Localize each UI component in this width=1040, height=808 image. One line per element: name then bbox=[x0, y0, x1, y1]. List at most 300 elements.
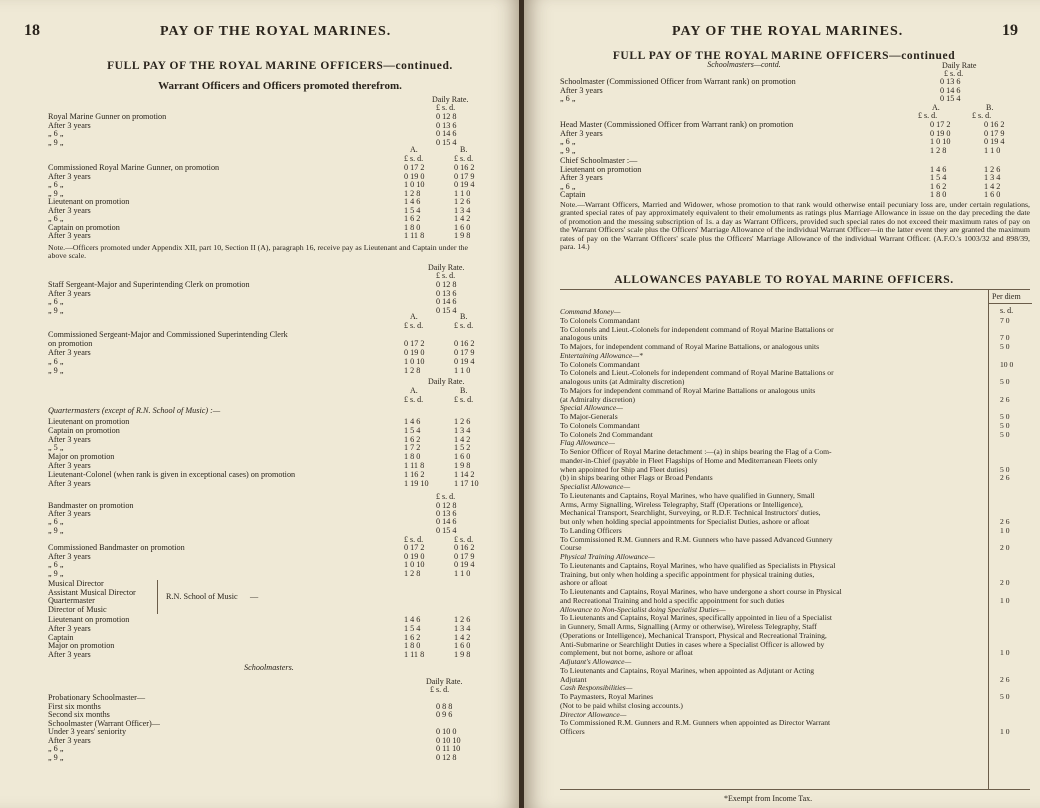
col-b-header: B. bbox=[460, 386, 468, 395]
row-label: „ 6 „ bbox=[48, 297, 64, 306]
money-header: £ s. d. bbox=[430, 685, 450, 694]
row-label: After 3 years bbox=[48, 434, 91, 444]
row-label: After 3 years bbox=[48, 460, 91, 470]
daily-rate-header: Daily Rate. bbox=[432, 95, 469, 104]
row-label: Lieutenant on promotion bbox=[560, 164, 642, 174]
row-label: Lieutenant on promotion bbox=[48, 197, 130, 206]
rate-a: 1 8 0 bbox=[404, 222, 421, 232]
pay-block-commissioned-sergeant-major bbox=[48, 331, 513, 376]
rate-b: 0 17 9 bbox=[984, 128, 1005, 138]
per-diem-header: Per diem bbox=[992, 292, 1021, 301]
rate-a: 0 13 6 bbox=[436, 509, 457, 519]
rate-b: 1 1 0 bbox=[454, 568, 471, 578]
rate-b: 1 4 2 bbox=[454, 632, 471, 642]
table-bottom-rule bbox=[560, 789, 1030, 790]
row-label: After 3 years bbox=[48, 509, 91, 519]
row-label: „ 6 „ bbox=[48, 517, 64, 527]
pay-block-commissioned-gunner bbox=[48, 164, 513, 241]
rate-a: 0 19 0 bbox=[404, 551, 425, 561]
running-head: PAY OF THE ROYAL MARINES. bbox=[672, 24, 904, 39]
rate-b: 1 17 10 bbox=[454, 478, 479, 488]
row-label: Bandmaster on promotion bbox=[48, 501, 134, 510]
sd-header: s. d. bbox=[1000, 306, 1014, 315]
table-row bbox=[560, 183, 1030, 192]
per-diem-value: 7 0 bbox=[1000, 315, 1010, 325]
rate-a: 0 9 6 bbox=[436, 710, 453, 719]
rate-a: 0 11 10 bbox=[436, 744, 461, 753]
rate-a: 1 6 2 bbox=[404, 632, 421, 642]
rate-a: 1 2 8 bbox=[404, 568, 421, 578]
rate-b: 1 2 6 bbox=[454, 417, 471, 426]
row-label: Anti-Submarine or Searchlight Duties in cases where a Specialist Officer is allowed by bbox=[560, 639, 825, 649]
table-row bbox=[48, 625, 513, 634]
row-label: After 3 years bbox=[48, 348, 91, 357]
col-a-header: A. bbox=[932, 103, 940, 112]
row-label: To Majors for independent command of Royal Marine Battalions or analogous units bbox=[560, 385, 816, 395]
rate-a: 1 11 8 bbox=[404, 650, 425, 660]
table-row bbox=[560, 166, 1030, 175]
pay-block-gunner bbox=[48, 113, 513, 147]
rate-a: 1 0 10 bbox=[404, 357, 425, 366]
rate-a: 0 10 10 bbox=[436, 735, 461, 745]
row-label: „ 9 „ bbox=[48, 366, 64, 375]
row-label: To Paymasters, Royal Marines bbox=[560, 692, 654, 701]
rate-b: 0 16 2 bbox=[454, 543, 475, 552]
money-header: £ s. d. bbox=[404, 321, 424, 330]
row-label: To Colonels and Lieut.-Colonels for independent command of Royal Marine Battalions or bbox=[560, 324, 834, 334]
row-label: To Lieutenants and Captains, Royal Marines, who have qualified in Gunnery, Small bbox=[560, 490, 815, 500]
table-row bbox=[48, 331, 513, 340]
section-subtitle: Warrant Officers and Officers promoted therefrom. bbox=[158, 80, 402, 92]
pay-block-bandmaster bbox=[48, 502, 513, 535]
rate-a: 1 4 6 bbox=[404, 197, 421, 206]
rate-b: 1 6 0 bbox=[454, 452, 471, 462]
rate-a: 0 14 6 bbox=[436, 517, 457, 527]
row-label: Physical Training Allowance— bbox=[560, 552, 655, 561]
rate-a: 1 5 4 bbox=[404, 205, 421, 215]
pay-block-music-officers bbox=[48, 616, 513, 660]
rate-a: 0 17 2 bbox=[404, 339, 425, 348]
rate-a: 1 5 4 bbox=[930, 173, 947, 183]
table-row bbox=[560, 536, 1030, 545]
header-rule bbox=[988, 303, 1032, 304]
row-label: Commissioned Royal Marine Gunner, on promotion bbox=[48, 163, 220, 172]
table-row bbox=[560, 518, 1030, 527]
row-label: in Gunnery, Small Arms, Signalling (Army or otherwise), Wireless Telegraphy, Staff bbox=[560, 622, 817, 631]
per-diem-value: 5 0 bbox=[1000, 420, 1010, 430]
rate-b: 1 9 8 bbox=[454, 460, 471, 470]
row-label: To Lieutenants and Captains, Royal Marines, specifically appointed in lieu of a Specialist bbox=[560, 613, 832, 623]
pay-block-schoolmasters bbox=[48, 694, 513, 762]
table-row bbox=[48, 651, 513, 660]
per-diem-value: 5 0 bbox=[1000, 377, 1010, 386]
rate-a: 1 2 8 bbox=[404, 366, 421, 375]
pay-block-head-master bbox=[560, 121, 1030, 155]
money-header: £ s. d. bbox=[944, 69, 964, 78]
table-row bbox=[48, 224, 513, 233]
per-diem-value: 5 0 bbox=[1000, 464, 1010, 474]
rate-b: 1 14 2 bbox=[454, 469, 475, 479]
per-diem-value: 5 0 bbox=[1000, 429, 1010, 439]
section-title: FULL PAY OF THE ROYAL MARINE OFFICERS—continued. bbox=[107, 60, 453, 72]
rate-a: 0 14 6 bbox=[436, 297, 457, 306]
rate-b: 0 17 9 bbox=[454, 171, 475, 181]
rate-b: 1 3 4 bbox=[454, 205, 471, 215]
row-label: After 3 years bbox=[48, 120, 91, 130]
pay-block-schoolmaster-commissioned bbox=[560, 78, 1030, 104]
rate-a: 1 11 8 bbox=[404, 460, 425, 470]
money-header: £ s. d. bbox=[454, 154, 474, 163]
row-label: Allowance to Non-Specialist doing Specialist Duties— bbox=[560, 604, 726, 614]
rate-a: 0 17 2 bbox=[930, 120, 951, 129]
rate-b: 0 19 4 bbox=[454, 357, 475, 366]
pay-block-quartermasters bbox=[48, 418, 513, 488]
per-diem-value: 2 6 bbox=[1000, 674, 1010, 684]
rate-a: 0 13 6 bbox=[940, 77, 961, 86]
row-label: „ 9 „ bbox=[48, 305, 64, 315]
rate-b: 0 19 4 bbox=[454, 560, 475, 569]
row-label: Lieutenant-Colonel (when rank is given in exceptional cases) on promotion bbox=[48, 469, 296, 479]
money-header: £ s. d. bbox=[454, 535, 474, 544]
row-label: After 3 years bbox=[48, 171, 91, 181]
rate-b: 1 6 0 bbox=[984, 190, 1001, 200]
per-diem-value: 2 6 bbox=[1000, 517, 1010, 526]
table-row bbox=[48, 444, 513, 453]
table-row bbox=[48, 544, 513, 553]
table-row bbox=[560, 719, 1030, 728]
table-row bbox=[560, 396, 1030, 405]
row-label: Staff Sergeant-Major and Superintending Clerk on promotion bbox=[48, 280, 250, 289]
rate-b: 1 9 8 bbox=[454, 231, 471, 240]
row-label: „ 6 „ bbox=[560, 137, 576, 147]
table-row bbox=[48, 616, 513, 625]
per-diem-value: 2 6 bbox=[1000, 394, 1010, 404]
rate-b: 1 2 6 bbox=[454, 197, 471, 206]
music-dash: — bbox=[250, 592, 259, 601]
row-label: „ 6 „ bbox=[48, 357, 64, 366]
row-label: Officers bbox=[560, 727, 585, 736]
rate-b: 1 6 0 bbox=[454, 641, 471, 651]
rate-a: 0 12 8 bbox=[436, 752, 457, 762]
table-row bbox=[560, 571, 1030, 580]
row-label: To Colonels and Lieut.-Colonels for independent command of Royal Marine Battalions or bbox=[560, 368, 834, 378]
table-row bbox=[48, 232, 513, 241]
per-diem-value: 5 0 bbox=[1000, 342, 1010, 351]
table-row bbox=[48, 207, 513, 216]
table-row bbox=[48, 349, 513, 358]
quartermasters-heading: Quartermasters (except of R.N. School of Music) :— bbox=[48, 406, 221, 415]
rate-a: 1 16 2 bbox=[404, 469, 425, 479]
row-label: Training, but only when holding a specific appointment for physical training duties, bbox=[560, 569, 815, 579]
table-row bbox=[48, 427, 513, 436]
row-label: To Colonels 2nd Commandant bbox=[560, 429, 653, 439]
col-a-header: A. bbox=[410, 312, 418, 321]
row-label: Flag Allowance— bbox=[560, 438, 615, 448]
col-b-header: B. bbox=[986, 103, 994, 112]
section-title: FULL PAY OF THE ROYAL MARINE OFFICERS—continued bbox=[612, 50, 956, 62]
table-row bbox=[560, 138, 1030, 147]
row-label: „ 6 „ bbox=[48, 744, 64, 753]
rate-b: 0 17 9 bbox=[454, 551, 475, 561]
row-label: Commissioned Sergeant-Major and Commissioned Superintending Clerk bbox=[48, 330, 288, 339]
rate-b: 1 1 0 bbox=[984, 145, 1001, 155]
rate-a: 1 5 4 bbox=[404, 425, 421, 435]
rate-a: 0 12 8 bbox=[436, 280, 457, 289]
row-label: To Commissioned R.M. Gunners and R.M. Gunners when appointed as Director Warrant bbox=[560, 718, 831, 728]
per-diem-value: 1 0 bbox=[1000, 727, 1010, 736]
table-row bbox=[48, 480, 513, 489]
row-label: After 3 years bbox=[48, 650, 91, 660]
row-label: Cash Responsibilities— bbox=[560, 683, 633, 693]
rate-b: 1 1 0 bbox=[454, 188, 471, 198]
row-label: Royal Marine Gunner on promotion bbox=[48, 112, 167, 121]
rate-b: 1 6 0 bbox=[454, 222, 471, 232]
row-label: mander-in-Chief (payable in Fleet Flagships of Home and Mediterranean Fleets only bbox=[560, 455, 818, 465]
table-row bbox=[48, 173, 513, 182]
table-row bbox=[48, 553, 513, 562]
table-row bbox=[560, 728, 1030, 737]
row-label: (Not to be paid whilst closing accounts.) bbox=[560, 700, 683, 710]
money-header: £ s. d. bbox=[972, 111, 992, 120]
col-a-header: A. bbox=[410, 145, 418, 154]
money-header: £ s. d. bbox=[454, 395, 474, 404]
rate-b: 1 4 2 bbox=[454, 434, 471, 444]
money-header: £ s. d. bbox=[436, 271, 456, 280]
col-b-header: B. bbox=[460, 312, 468, 321]
rate-a: 1 4 6 bbox=[404, 417, 421, 426]
rate-b: 1 5 2 bbox=[454, 443, 471, 453]
daily-rate-header: Daily Rate. bbox=[428, 377, 465, 386]
rate-a: 1 19 10 bbox=[404, 478, 429, 488]
per-diem-value: 2 0 bbox=[1000, 578, 1010, 588]
per-diem-value: 2 0 bbox=[1000, 543, 1010, 553]
table-row bbox=[48, 307, 513, 316]
row-label: Chief Schoolmaster :— bbox=[560, 156, 638, 165]
row-label: To Major-Generals bbox=[560, 412, 618, 421]
money-header: £ s. d. bbox=[436, 103, 456, 112]
table-row bbox=[560, 326, 1030, 335]
row-label: „ 6 „ bbox=[560, 181, 576, 191]
row-label: After 3 years bbox=[48, 205, 91, 215]
allowances-title: ALLOWANCES PAYABLE TO ROYAL MARINE OFFICERS. bbox=[614, 274, 954, 286]
rate-a: 1 6 2 bbox=[404, 434, 421, 444]
rate-a: 0 15 4 bbox=[436, 137, 457, 147]
music-role-label: Quartermaster bbox=[48, 596, 95, 605]
music-school-name: R.N. School of Music bbox=[166, 592, 238, 601]
rate-a: 1 0 10 bbox=[404, 180, 425, 189]
table-row bbox=[48, 436, 513, 445]
row-label: Entertaining Allowance—* bbox=[560, 350, 643, 360]
row-label: complement, but not borne, ashore or afloat bbox=[560, 648, 693, 658]
row-label: Captain bbox=[560, 190, 586, 200]
row-label: Major on promotion bbox=[48, 452, 115, 462]
rate-a: 1 8 0 bbox=[404, 641, 421, 651]
row-label: After 3 years bbox=[560, 85, 603, 95]
footnote: *Exempt from Income Tax. bbox=[724, 794, 813, 803]
table-row bbox=[48, 164, 513, 173]
row-label: on promotion bbox=[48, 339, 93, 348]
row-label: Commissioned Bandmaster on promotion bbox=[48, 543, 185, 552]
table-row bbox=[48, 358, 513, 367]
rate-a: 1 4 6 bbox=[930, 164, 947, 174]
row-label: After 3 years bbox=[48, 735, 91, 745]
money-header: £ s. d. bbox=[436, 492, 456, 501]
row-label: To Lieutenants and Captains, Royal Marines, who have qualified as Specialists in Physical bbox=[560, 560, 836, 570]
rate-b: 1 2 6 bbox=[454, 615, 471, 624]
row-label: Adjutant bbox=[560, 674, 587, 684]
row-label: „ 6 „ bbox=[48, 560, 64, 569]
per-diem-value: 10 0 bbox=[1000, 359, 1014, 369]
rate-b: 0 19 4 bbox=[984, 137, 1005, 147]
table-row bbox=[560, 702, 1030, 711]
per-diem-value: 5 0 bbox=[1000, 412, 1010, 421]
row-label: ashore or afloat bbox=[560, 578, 608, 588]
row-label: analogous units bbox=[560, 333, 608, 343]
table-row bbox=[560, 191, 1030, 200]
rate-a: 0 15 4 bbox=[436, 525, 457, 535]
rate-a: 0 19 0 bbox=[930, 128, 951, 138]
per-diem-value: 1 0 bbox=[1000, 648, 1010, 658]
per-diem-value: 1 0 bbox=[1000, 595, 1010, 605]
row-label: Under 3 years' seniority bbox=[48, 727, 127, 736]
pay-block-staff-sergeant-major bbox=[48, 281, 513, 315]
row-label: After 3 years bbox=[48, 551, 91, 561]
row-label: Mechanical Transport, Searchlight, Surveying, or R.D.F. Technical Instructors' duties, bbox=[560, 508, 821, 518]
row-label: and Recreational Training and hold a specific appointment for such duties bbox=[560, 595, 785, 605]
rate-b: 1 4 2 bbox=[984, 181, 1001, 191]
table-row bbox=[560, 121, 1030, 130]
rate-a: 1 0 10 bbox=[404, 560, 425, 569]
table-row bbox=[560, 474, 1030, 483]
table-row bbox=[48, 139, 513, 148]
row-label: Captain on promotion bbox=[48, 425, 120, 435]
rate-a: 0 17 2 bbox=[404, 543, 425, 552]
section-subtitle: Schoolmasters—contd. bbox=[707, 60, 781, 69]
rate-b: 0 16 2 bbox=[984, 120, 1005, 129]
right-page bbox=[524, 0, 1040, 808]
row-label: To Majors, for independent command of Royal Marine Battalions, or analogous units bbox=[560, 342, 820, 351]
row-label: Specialist Allowance— bbox=[560, 482, 631, 491]
row-label: but only when holding special appointments for Specialist Duties, ashore or afloat bbox=[560, 517, 810, 526]
rate-a: 0 13 6 bbox=[436, 120, 457, 130]
row-label: After 3 years bbox=[48, 623, 91, 633]
table-row bbox=[560, 667, 1030, 676]
row-label: Head Master (Commissioned Officer from Warrant rank) on promotion bbox=[560, 120, 794, 129]
rate-b: 0 16 2 bbox=[454, 339, 475, 348]
table-row bbox=[560, 130, 1030, 139]
row-label: Second six months bbox=[48, 710, 110, 719]
rate-a: 1 8 0 bbox=[404, 452, 421, 462]
rate-a: 0 10 0 bbox=[436, 727, 457, 736]
rate-a: 0 14 6 bbox=[940, 85, 961, 95]
row-label: To Landing Officers bbox=[560, 525, 622, 535]
table-row bbox=[48, 754, 513, 763]
table-row bbox=[48, 471, 513, 480]
rate-a: 1 2 8 bbox=[404, 188, 421, 198]
table-row bbox=[48, 527, 513, 535]
row-label: „ 9 „ bbox=[560, 145, 576, 155]
row-label: „ 6 „ bbox=[560, 94, 576, 104]
row-label: Command Money— bbox=[560, 307, 621, 316]
music-role-label: Director of Music bbox=[48, 604, 107, 614]
row-label: To Colonels Commandant bbox=[560, 315, 640, 325]
rate-a: 1 0 10 bbox=[930, 137, 951, 147]
rate-a: 0 12 8 bbox=[436, 501, 457, 510]
rate-b: 1 4 2 bbox=[454, 214, 471, 223]
rate-b: 0 19 4 bbox=[454, 180, 475, 189]
row-label: After 3 years bbox=[48, 288, 91, 298]
table-row bbox=[560, 174, 1030, 183]
table-row bbox=[560, 95, 1030, 104]
pay-block-chief-schoolmaster bbox=[560, 157, 1030, 200]
row-label: To Colonels Commandant bbox=[560, 359, 640, 369]
row-label: After 3 years bbox=[48, 231, 91, 240]
table-row bbox=[48, 198, 513, 207]
table-top-rule bbox=[560, 289, 1030, 290]
table-row bbox=[560, 431, 1030, 440]
allowance-heading bbox=[560, 404, 1030, 413]
row-label: Probationary Schoolmaster— bbox=[48, 693, 146, 702]
table-row bbox=[48, 181, 513, 190]
row-label: First six months bbox=[48, 701, 101, 711]
row-label: Captain bbox=[48, 632, 74, 642]
money-header: £ s. d. bbox=[918, 111, 938, 120]
row-label: „ 5 „ bbox=[48, 443, 64, 453]
per-diem-value: 1 0 bbox=[1000, 525, 1010, 535]
row-label: To Senior Officer of Royal Marine detachment :—(a) in ships bearing the Flag of a Com- bbox=[560, 447, 832, 456]
per-diem-value: 2 6 bbox=[1000, 473, 1010, 483]
money-header: £ s. d. bbox=[404, 395, 424, 404]
row-label: To Colonels Commandant bbox=[560, 420, 640, 430]
rate-b: 0 16 2 bbox=[454, 163, 475, 172]
row-label: „ 9 „ bbox=[48, 525, 64, 535]
allowances-table bbox=[560, 308, 1030, 737]
rate-a: 0 8 8 bbox=[436, 701, 453, 711]
row-label: Lieutenant on promotion bbox=[48, 417, 130, 426]
rate-b: 0 17 9 bbox=[454, 348, 475, 357]
brace bbox=[157, 580, 158, 614]
col-b-header: B. bbox=[460, 145, 468, 154]
row-label: Arms, Army Signalling, Wireless Telegraphy, Staff (Operations or Intelligence), bbox=[560, 499, 803, 509]
col-a-header: A. bbox=[410, 386, 418, 395]
table-row bbox=[48, 642, 513, 651]
rate-a: 1 6 2 bbox=[930, 181, 947, 191]
rate-a: 0 17 2 bbox=[404, 163, 425, 172]
rate-a: 1 7 2 bbox=[404, 443, 421, 453]
rate-a: 1 6 2 bbox=[404, 214, 421, 223]
money-header: £ s. d. bbox=[454, 321, 474, 330]
rate-a: 0 15 4 bbox=[940, 94, 961, 104]
rate-b: 1 3 4 bbox=[454, 623, 471, 633]
table-row bbox=[48, 367, 513, 376]
rate-a: 1 4 6 bbox=[404, 615, 421, 624]
rate-a: 0 14 6 bbox=[436, 129, 457, 138]
row-label: After 3 years bbox=[48, 478, 91, 488]
rate-a: 0 19 0 bbox=[404, 348, 425, 357]
row-label: Schoolmaster (Commissioned Officer from Warrant rank) on promotion bbox=[560, 77, 796, 86]
rate-b: 1 2 6 bbox=[984, 164, 1001, 174]
page-number: 19 bbox=[1002, 22, 1018, 39]
row-label: Adjutant's Allowance— bbox=[560, 657, 632, 666]
row-label: „ 9 „ bbox=[48, 188, 64, 198]
rate-b: 1 3 4 bbox=[984, 173, 1001, 183]
row-label: (Operations or Intelligence), Mechanical Transport, Physical and Recreational Training, bbox=[560, 630, 827, 640]
daily-rate-header: Daily Rate. bbox=[428, 263, 465, 272]
daily-rate-header: Daily Rate. bbox=[426, 677, 463, 686]
rate-b: 1 9 8 bbox=[454, 650, 471, 660]
rate-a: 1 5 4 bbox=[404, 623, 421, 633]
page-number: 18 bbox=[24, 22, 40, 39]
